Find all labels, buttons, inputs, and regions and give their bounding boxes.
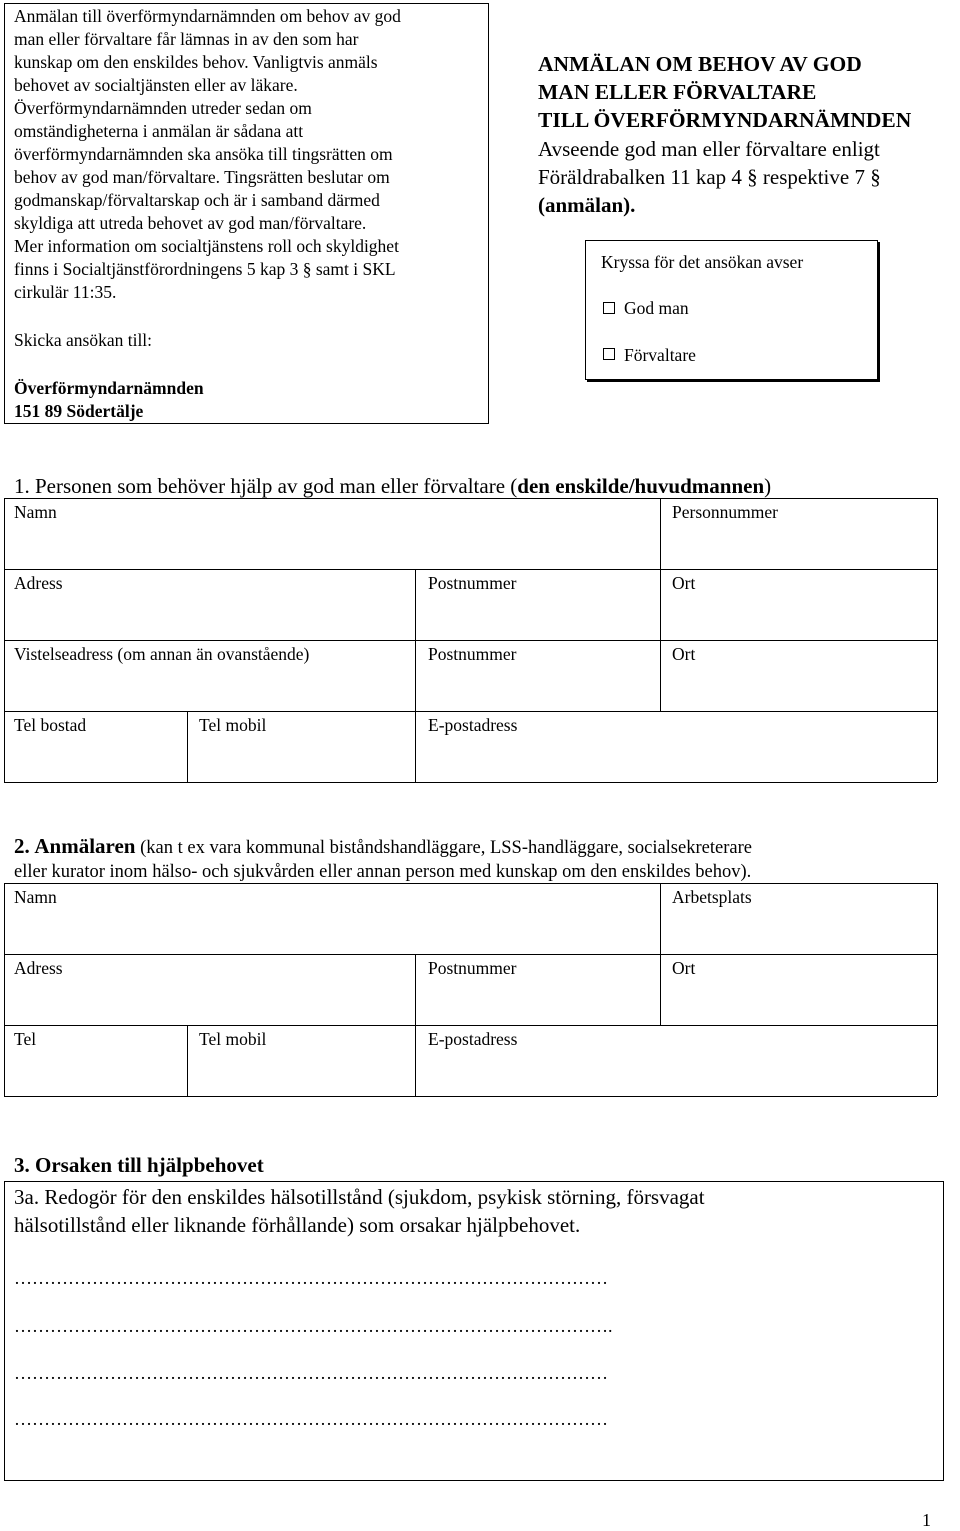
tel-bostad-field[interactable]: Tel bostad bbox=[14, 715, 87, 735]
reporter-postnummer-field[interactable]: Postnummer bbox=[428, 958, 517, 978]
info-line: behov av god man/förvaltare. Tingsrätten beslutar om bbox=[14, 167, 390, 187]
section-1-heading bbox=[14, 473, 771, 499]
forvaltare-label: Förvaltare bbox=[624, 345, 696, 365]
dotted-line: ……………………………………………………………………………………… bbox=[14, 1363, 608, 1383]
title-sub-2: Föräldrabalken 11 kap 4 § respektive 7 § bbox=[538, 165, 881, 189]
dotted-line: ……………………………………………………………………………………… bbox=[14, 1268, 608, 1288]
info-line: behovet av socialtjänsten eller av läkare. bbox=[14, 75, 298, 95]
section-1-heading-bold: den enskilde/huvudmannen bbox=[517, 474, 765, 498]
grid-line bbox=[415, 569, 416, 782]
title-line-2: MAN ELLER FÖRVALTARE bbox=[538, 80, 817, 104]
section-2-heading-rest-1: (kan t ex vara kommunal biståndshandläggare, LSS-handläggare, socialsekreterare bbox=[135, 838, 752, 858]
person-ort-field[interactable]: Ort bbox=[672, 573, 696, 593]
grid-line bbox=[187, 711, 188, 782]
grid-line bbox=[187, 1025, 188, 1096]
grid-line bbox=[660, 883, 661, 1025]
person-postnummer-field[interactable]: Postnummer bbox=[428, 573, 517, 593]
section-2-heading-bold: Anmälaren bbox=[34, 834, 136, 858]
grid-line bbox=[937, 883, 938, 1096]
info-line: man eller förvaltare får lämnas in av den som har bbox=[14, 29, 359, 49]
grid-line bbox=[4, 569, 937, 570]
info-line: kunskap om den enskildes behov. Vanligtvis anmäls bbox=[14, 52, 378, 72]
person-email-field[interactable]: E-postadress bbox=[428, 715, 518, 735]
reporter-address-field[interactable]: Adress bbox=[14, 958, 63, 978]
dotted-line: ……………………………………………………………………………………… bbox=[14, 1409, 608, 1429]
god-man-checkbox[interactable] bbox=[603, 302, 615, 314]
info-line: finns i Socialtjänstförordningens 5 kap 3 § samt i SKL bbox=[14, 259, 396, 279]
section-1-heading-prefix: 1. Personen som behöver hjälp av god man eller förvaltare ( bbox=[14, 474, 518, 498]
section-3-heading: 3. Orsaken till hjälpbehovet bbox=[14, 1153, 264, 1177]
grid-line bbox=[4, 640, 937, 641]
title-sub-3: (anmälan). bbox=[538, 193, 636, 217]
info-line: Överförmyndarnämnden utreder sedan om bbox=[14, 98, 312, 118]
grid-line bbox=[4, 498, 937, 499]
info-line: skyldiga att utreda behovet av god man/förvaltare. bbox=[14, 213, 367, 233]
info-line: överförmyndarnämnden ska ansöka till tingsrätten om bbox=[14, 144, 393, 164]
info-line: cirkulär 11:35. bbox=[14, 282, 117, 302]
info-line: omständigheterna i anmälan är sådana att bbox=[14, 121, 304, 141]
reporter-tel-field[interactable]: Tel bbox=[14, 1029, 37, 1049]
recipient-address: 151 89 Södertälje bbox=[14, 401, 144, 421]
grid-line bbox=[4, 782, 937, 783]
grid-line bbox=[4, 1096, 937, 1097]
info-line: Mer information om socialtjänstens roll och skyldighet bbox=[14, 236, 399, 256]
vistelse-ort-field[interactable]: Ort bbox=[672, 644, 696, 664]
forvaltare-checkbox[interactable] bbox=[603, 348, 615, 360]
section-2-heading-line-2: eller kurator inom hälso- och sjukvården eller annan person med kunskap om den enskildes behov). bbox=[14, 862, 752, 882]
grid-line bbox=[4, 883, 937, 884]
grid-line bbox=[4, 711, 937, 712]
person-tel-mobil-field[interactable]: Tel mobil bbox=[199, 715, 267, 735]
grid-line bbox=[4, 883, 5, 1096]
grid-line bbox=[415, 954, 416, 1096]
section-1-heading-suffix: ) bbox=[764, 474, 772, 498]
grid-line bbox=[4, 498, 5, 782]
grid-line bbox=[660, 498, 661, 711]
section-3a-prompt-line-1: 3a. Redogör för den enskildes hälsotillstånd (sjukdom, psykisk störning, försvagat bbox=[14, 1185, 705, 1209]
grid-line bbox=[4, 1025, 937, 1026]
reporter-email-field[interactable]: E-postadress bbox=[428, 1029, 518, 1049]
recipient-name: Överförmyndarnämnden bbox=[14, 378, 204, 398]
person-name-field[interactable]: Namn bbox=[14, 502, 57, 522]
god-man-label: God man bbox=[624, 298, 689, 318]
send-to-label: Skicka ansökan till: bbox=[14, 330, 153, 350]
title-line-1: ANMÄLAN OM BEHOV AV GOD bbox=[538, 52, 862, 76]
title-sub-1: Avseende god man eller förvaltare enligt bbox=[538, 137, 880, 161]
arbetsplats-field[interactable]: Arbetsplats bbox=[672, 887, 752, 907]
personnummer-field[interactable]: Personnummer bbox=[672, 502, 778, 522]
grid-line bbox=[937, 498, 938, 782]
application-type-heading: Kryssa för det ansökan avser bbox=[601, 252, 804, 272]
section-2-number: 2. bbox=[14, 834, 30, 858]
vistelseadress-field[interactable]: Vistelseadress (om annan än ovanstående) bbox=[14, 644, 310, 664]
info-line: Anmälan till överförmyndarnämnden om behov av god bbox=[14, 6, 401, 26]
dotted-line: ………………………………………………………………………………………. bbox=[14, 1316, 613, 1336]
info-line: godmanskap/förvaltarskap och är i samband därmed bbox=[14, 190, 380, 210]
person-address-field[interactable]: Adress bbox=[14, 573, 63, 593]
grid-line bbox=[4, 954, 937, 955]
reporter-tel-mobil-field[interactable]: Tel mobil bbox=[199, 1029, 267, 1049]
section-2-heading bbox=[14, 833, 752, 861]
title-line-3: TILL ÖVERFÖRMYNDARNÄMNDEN bbox=[538, 108, 912, 132]
section-3a-prompt-line-2: hälsotillstånd eller liknande förhållande) som orsakar hjälpbehovet. bbox=[14, 1213, 581, 1237]
reporter-name-field[interactable]: Namn bbox=[14, 887, 57, 907]
page-number: 1 bbox=[922, 1510, 931, 1530]
vistelse-postnummer-field[interactable]: Postnummer bbox=[428, 644, 517, 664]
reporter-ort-field[interactable]: Ort bbox=[672, 958, 696, 978]
